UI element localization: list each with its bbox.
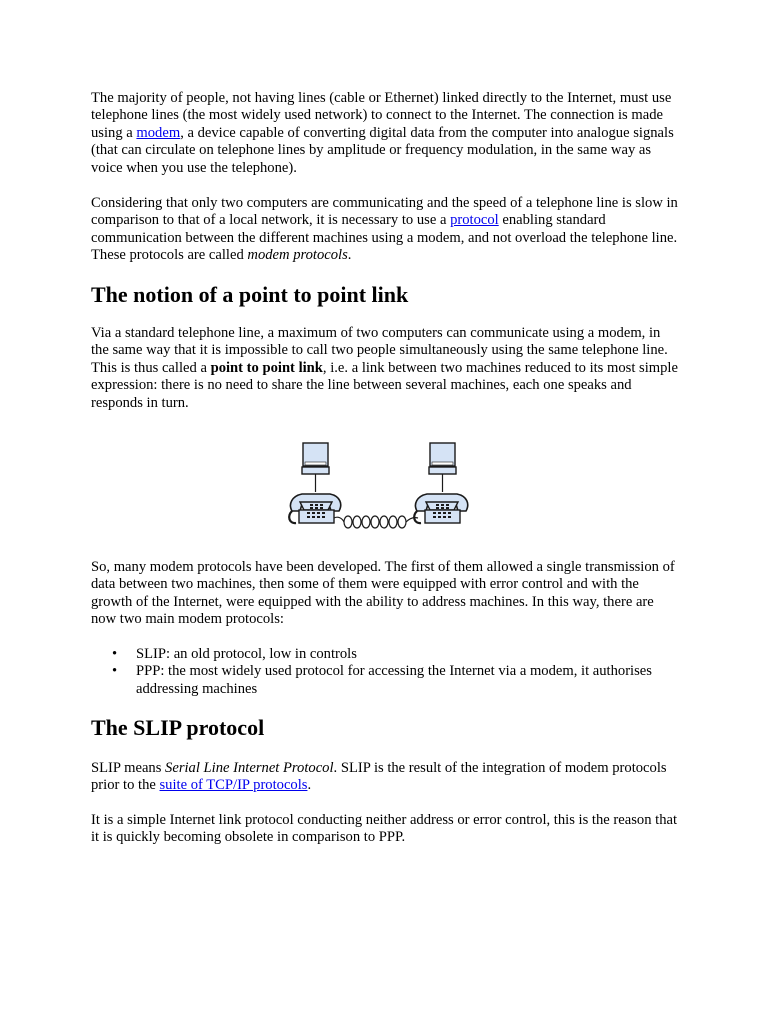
right-telephone-icon: [414, 494, 467, 523]
left-computer-icon: [302, 443, 329, 492]
slip-full-name-emphasis: Serial Line Internet Protocol: [165, 760, 334, 776]
slip-obsolete-paragraph: It is a simple Internet link protocol conducting neither address or error control, this is the reason that it is quickly becoming obsolete in comparison to PPP.: [91, 812, 678, 846]
modem-protocols-list: [91, 646, 681, 698]
modem-link[interactable]: modem: [136, 124, 181, 141]
list-item: [91, 663, 681, 698]
point-to-point-paragraph: [91, 325, 681, 412]
point-to-point-diagram: [286, 438, 476, 530]
tcp-ip-suite-link[interactable]: suite of TCP/IP protocols: [159, 777, 308, 794]
text-span: SLIP means: [91, 760, 166, 776]
bullet-icon: •: [112, 646, 118, 662]
text-span: , a device capable of converting digital data from the computer into analogue signals (that can circulate on telephone lines by amplitude or frequency modulation, in the same way as voice when you use the telephone).: [91, 124, 674, 176]
point-to-point-heading: The notion of a point to point link: [91, 282, 409, 307]
text-span: , i.e. a link between two machines reduced to its most simple expression: there is no need to share the line between several machines, each one speaks and responds in turn.: [91, 359, 678, 411]
modem-protocols-paragraph: So, many modem protocols have been developed. The first of them allowed a single transmission of data between two machines, then some of them were equipped with error control and with the growth of the Internet, were equipped with the ability to address machines. In this way, there are now two main modem protocols:: [91, 559, 675, 628]
bullet-icon: •: [112, 663, 118, 680]
intro-paragraph-1: [91, 90, 681, 177]
list-item: [91, 646, 681, 663]
left-telephone-icon: [289, 494, 340, 523]
point-to-point-bold: point to point link: [210, 359, 323, 376]
slip-definition-paragraph: [91, 760, 681, 795]
text-span: The majority of people, not having lines (cable or Ethernet) linked directly to the Internet, must use telephone lines (the most widely used network) to connect to the Internet. The connection is made using a: [91, 90, 672, 141]
text-span: Via a standard telephone line, a maximum of two computers can communicate using a modem, in the same way that it is impossible to call two people simultaneously using the same telephone line. This is thus called a: [91, 325, 668, 376]
right-computer-icon: [429, 443, 456, 492]
text-span: . SLIP is the result of the integration of modem protocols prior to the: [91, 760, 667, 794]
text-span: .: [307, 777, 312, 794]
list-item-text: PPP: the most widely used protocol for accessing the Internet via a modem, it authorises addressing machines: [136, 663, 652, 697]
text-span: enabling standard communication between the different machines using a modem, and not overload the telephone line. These protocols are called: [91, 212, 678, 264]
text-span: .: [347, 247, 352, 264]
text-span: Considering that only two computers are communicating and the speed of a telephone line is slow in comparison to that of a local network, it is necessary to use a: [91, 195, 678, 229]
slip-protocol-heading: The SLIP protocol: [91, 715, 265, 740]
modem-protocols-emphasis: modem protocols: [247, 247, 348, 264]
protocol-link[interactable]: protocol: [450, 212, 499, 229]
list-item-text: SLIP: an old protocol, low in controls: [136, 646, 357, 662]
telephone-line-coil: [334, 516, 418, 528]
intro-paragraph-2: [91, 195, 681, 265]
